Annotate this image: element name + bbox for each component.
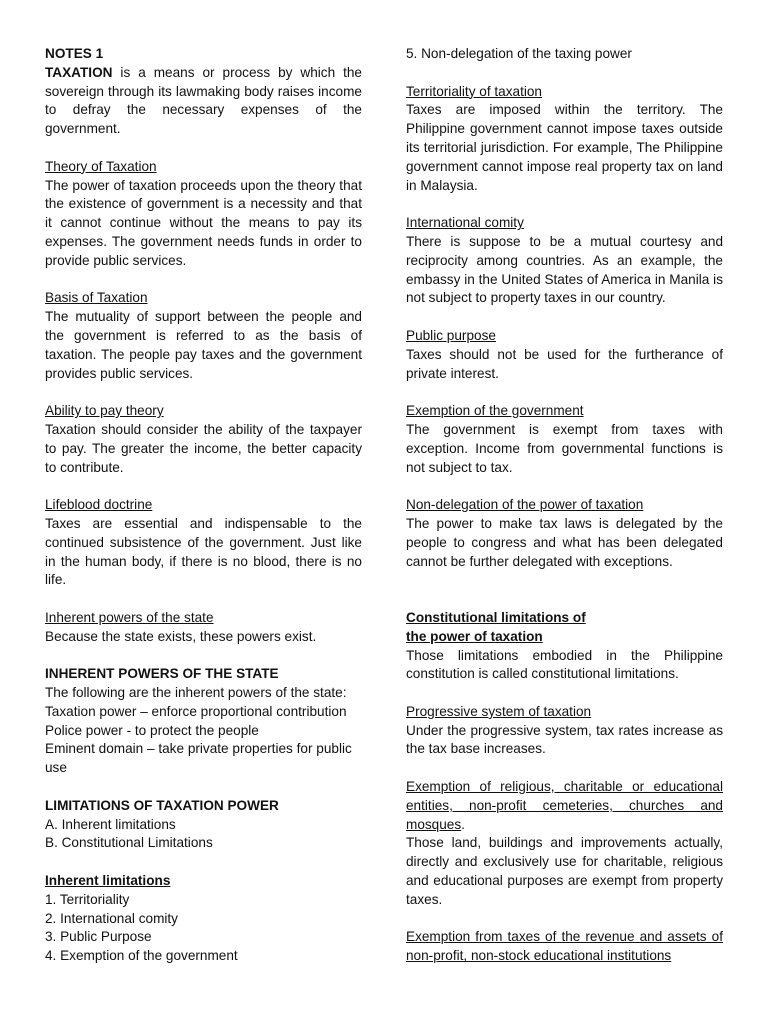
inherent-limitations-item: 4. Exemption of the government [45, 948, 238, 964]
public-purpose-heading: Public purpose [406, 327, 496, 343]
non-delegation-text: The power to make tax laws is delegated by the people to congress and what has been delegated cannot be further delegated with exceptions. [406, 515, 723, 569]
inherent-limitations-item: 3. Public Purpose [45, 929, 152, 945]
powers-item: Eminent domain – take private properties for public use [45, 741, 352, 776]
inherent-limitations-item: 1. Territoriality [45, 891, 130, 907]
limitations-item: A. Inherent limitations [45, 816, 176, 832]
basis-heading: Basis of Taxation [45, 290, 148, 306]
nonprofit-exemption-heading: Exemption from taxes of the revenue and assets of non-profit, non-stock educational institutions [406, 929, 723, 964]
taxation-term: TAXATION [45, 64, 113, 80]
territoriality-text: Taxes are imposed within the territory. The Philippine government cannot impose taxes outside its territorial jurisdiction. For example, The Philippine government cannot impose real property tax on land in Malaysia. [406, 102, 723, 193]
limitations-heading: LIMITATIONS OF TAXATION POWER [45, 797, 279, 813]
territoriality-heading: Territoriality of taxation [406, 83, 542, 99]
ability-heading: Ability to pay theory [45, 403, 164, 419]
left-column [45, 45, 362, 966]
ability-text: Taxation should consider the ability of the taxpayer to pay. The greater the income, the better capacity to contribute. [45, 421, 362, 475]
powers-intro: The following are the inherent powers of the state: [45, 685, 347, 701]
religious-exemption-heading [406, 778, 723, 834]
progressive-heading: Progressive system of taxation [406, 703, 592, 719]
limitation-item-5: 5. Non-delegation of the taxing power [406, 46, 632, 61]
exemption-government-text: The government is exempt from taxes with exception. Income from governmental functions is not subject to tax. [406, 421, 723, 475]
inherent-powers-text: Because the state exists, these powers exist. [45, 628, 317, 644]
non-delegation-heading: Non-delegation of the power of taxation [406, 497, 644, 513]
right-column [406, 45, 723, 966]
constitutional-heading-line2: the power of taxation [406, 628, 543, 644]
basis-text: The mutuality of support between the people and the government is referred to as the basis of taxation. The people pay taxes and the government provides public services. [45, 309, 362, 381]
taxation-definition-text: is a means or process by which the sovereign through its lawmaking body raises income to defray the necessary expenses of the government. [45, 64, 362, 137]
comity-heading: International comity [406, 215, 524, 231]
theory-heading: Theory of Taxation [45, 158, 157, 174]
comity-text: There is suppose to be a mutual courtesy and reciprocity among countries. As an example, the embassy in the United States of America in Manila is not subject to property taxes in our country. [406, 233, 723, 306]
notes-title: NOTES 1 [45, 46, 104, 61]
inherent-limitations-item: 2. International comity [45, 910, 178, 926]
exemption-government-heading: Exemption of the government [406, 403, 584, 419]
lifeblood-text: Taxes are essential and indispensable to the continued subsistence of the government. Just like in the human body, if there is no blood, there is no life. [45, 515, 362, 588]
taxation-definition [45, 64, 362, 139]
inherent-powers-heading: Inherent powers of the state [45, 609, 214, 625]
theory-text: The power of taxation proceeds upon the theory that the existence of government is a necessity and that it cannot continue without the means to pay its expenses. The government needs funds in order to provide public services. [45, 177, 362, 268]
lifeblood-heading: Lifeblood doctrine [45, 497, 153, 513]
powers-heading: INHERENT POWERS OF THE STATE [45, 666, 279, 682]
religious-exemption-heading-text: Exemption of religious, charitable or educational entities, non-profit cemeteries, churches and mosques [406, 779, 723, 832]
progressive-text: Under the progressive system, tax rates increase as the tax base increases. [406, 722, 723, 757]
powers-item: Taxation power – enforce proportional contribution [45, 703, 347, 719]
religious-exemption-text: Those land, buildings and improvements actually, directly and exclusively use for charitable, religious and educational purposes are exempt from property taxes. [406, 835, 723, 907]
powers-item: Police power - to protect the people [45, 722, 259, 738]
inherent-limitations-heading: Inherent limitations [45, 873, 171, 889]
limitations-item: B. Constitutional Limitations [45, 835, 213, 851]
religious-exemption-heading-period: . [461, 816, 465, 832]
constitutional-text: Those limitations embodied in the Philippine constitution is called constitutional limitations. [406, 647, 723, 682]
public-purpose-text: Taxes should not be used for the furtherance of private interest. [406, 346, 723, 381]
constitutional-heading-line1: Constitutional limitations of [406, 609, 586, 625]
